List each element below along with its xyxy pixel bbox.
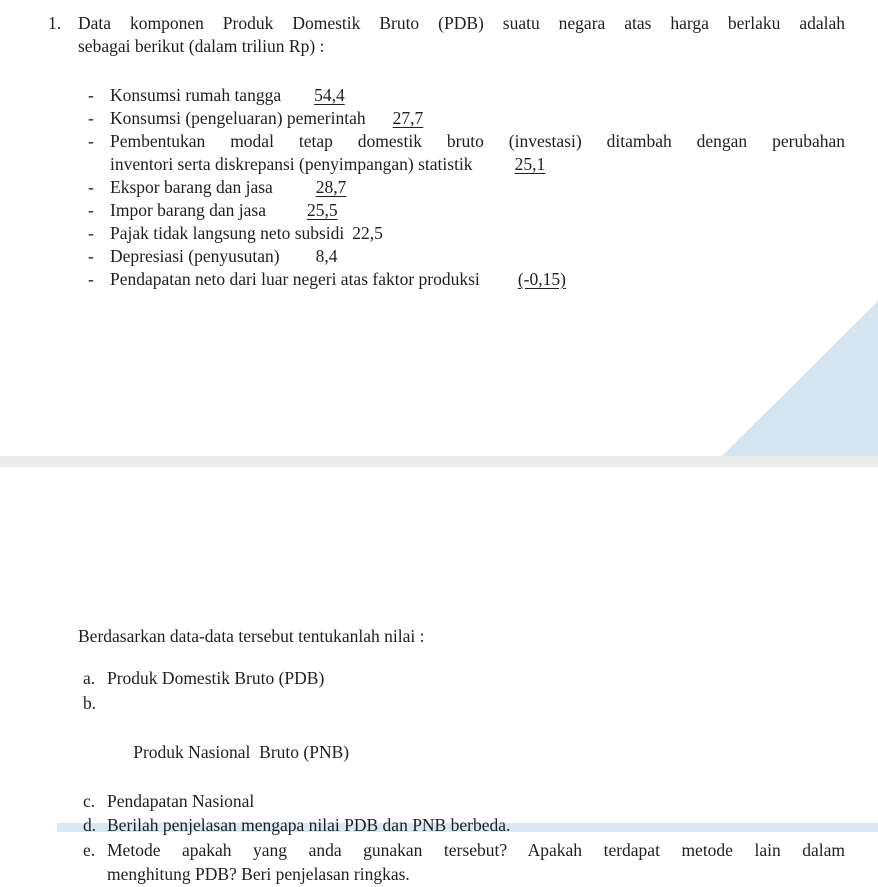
list-item-depresiasi	[88, 245, 845, 268]
item-value: 27,7	[392, 108, 424, 128]
list-item-konsumsi-rumah-tangga	[88, 84, 845, 107]
question-text: Berilah penjelasan mengapa nilai PDB dan PNB berbeda.	[107, 815, 511, 835]
item-label-line2-row	[110, 153, 845, 176]
dash-bullet: -	[88, 131, 94, 151]
question-letter: e.	[83, 839, 96, 860]
component-list	[88, 84, 845, 291]
question-item-a	[83, 666, 845, 691]
list-item-konsumsi-pemerintah	[88, 107, 845, 130]
dash-bullet: -	[88, 246, 94, 266]
item-label: Ekspor barang dan jasa	[110, 177, 273, 197]
dash-bullet: -	[88, 108, 94, 128]
item-label: Konsumsi rumah tangga	[110, 85, 282, 105]
question-text-line1: Metode apakah yang anda gunakan tersebut? Apakah terdapat metode lain dalam	[107, 839, 845, 860]
question-text: Pendapatan Nasional	[107, 790, 255, 811]
list-item-impor	[88, 199, 845, 222]
item-value: 25,5	[306, 200, 338, 220]
item-label: Impor barang dan jasa	[110, 200, 266, 220]
question-letter: a.	[83, 668, 96, 688]
question-text-line2: menghitung PDB? Beri penjelasan ringkas.	[107, 864, 410, 884]
question-intro: Berdasarkan data-data tersebut tentukanlah nilai :	[78, 626, 425, 646]
question-item-b	[83, 691, 845, 789]
question-item-c	[83, 789, 845, 814]
dash-bullet: -	[88, 223, 94, 243]
list-item-pendapatan-neto	[88, 268, 845, 291]
gray-divider-band	[0, 456, 878, 467]
item-label: Pendapatan neto dari luar negeri atas faktor produksi	[110, 269, 480, 289]
item-label-line2: inventori serta diskrepansi (penyimpangan) statistik	[110, 154, 473, 174]
item-value: 8,4	[315, 246, 338, 266]
problem-intro-line2: sebagai berikut (dalam triliun Rp) :	[78, 36, 325, 56]
question-letter: d.	[83, 815, 97, 835]
problem-intro-line1: Data komponen Produk Domestik Bruto (PDB) suatu negara atas harga berlaku adalah	[78, 13, 845, 33]
item-label: Konsumsi (pengeluaran) pemerintah	[110, 108, 366, 128]
list-item-pajak	[88, 222, 845, 245]
problem-number: 1.	[48, 13, 62, 33]
question-item-e	[83, 838, 845, 887]
question-letter: c.	[83, 790, 96, 811]
question-list	[83, 666, 845, 887]
item-label-line1: Pembentukan modal tetap domestik bruto (investasi) ditambah dengan perubahan	[110, 131, 845, 151]
item-label: Depresiasi (penyusutan)	[110, 246, 280, 266]
dash-bullet: -	[88, 177, 94, 197]
item-value: (-0,15)	[517, 269, 566, 289]
dash-bullet: -	[88, 200, 94, 220]
question-letter: b.	[83, 692, 97, 713]
list-item-pembentukan-modal	[88, 130, 845, 176]
item-value: 54,4	[314, 85, 345, 105]
dash-bullet: -	[88, 85, 94, 105]
corner-triangle-decoration	[722, 301, 878, 456]
question-item-d	[83, 813, 845, 838]
list-item-ekspor	[88, 176, 845, 199]
item-label: Pajak tidak langsung neto subsidi	[110, 223, 345, 243]
item-value: 22,5	[352, 223, 383, 243]
dash-bullet: -	[88, 269, 94, 289]
question-text: Produk Nasional Bruto (PNB)	[133, 741, 350, 762]
question-text: Produk Domestik Bruto (PDB)	[107, 668, 325, 688]
item-value: 28,7	[315, 177, 347, 197]
item-value: 25,1	[514, 154, 546, 174]
